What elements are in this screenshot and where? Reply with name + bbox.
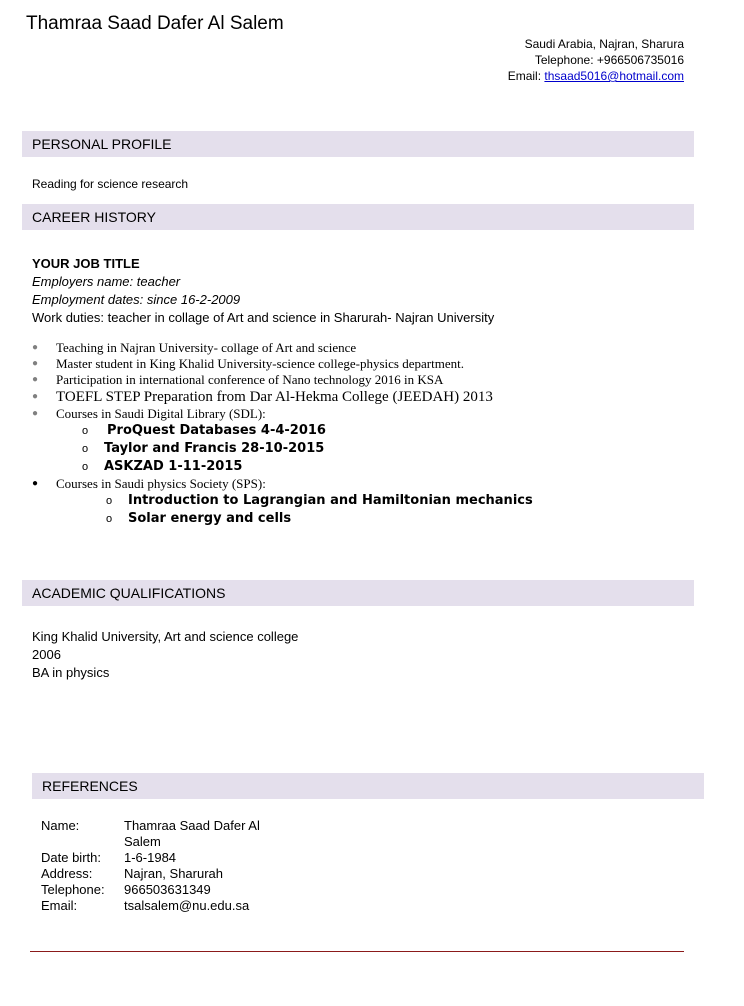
sub-list-item: o Taylor and Francis 28-10-2015 [82,441,325,456]
contact-telephone: Telephone: +966506735016 [534,53,684,67]
reference-label: Date birth: [41,850,101,865]
academic-year: 2006 [32,647,61,662]
bullet-icon: ● [31,358,39,369]
personal-profile-text: Reading for science research [32,177,189,191]
employer-name: Employers name: teacher [32,274,181,289]
list-item: ● Teaching in Najran University- collage of Art and science [31,340,357,355]
section-heading-personal-profile: PERSONAL PROFILE [22,131,694,157]
hollow-bullet-icon: o [82,461,89,473]
candidate-name: Thamraa Saad Dafer Al Salem [26,13,284,34]
reference-value: Najran, Sharurah [124,866,223,881]
reference-row [41,818,274,850]
academic-degree: BA in physics [32,665,110,680]
hollow-bullet-icon: o [106,513,113,525]
list-item: ● Courses in Saudi Digital Library (SDL): [31,406,266,421]
contact-email-link[interactable]: thsaad5016@hotmail.com [544,69,684,83]
academic-entry [32,628,298,682]
reference-label: Address: [41,866,93,881]
reference-label: Telephone: [41,882,105,897]
bullet-icon: ● [31,391,39,402]
reference-value: tsalsalem@nu.edu.sa [124,898,250,913]
sub-list-item: o ProQuest Databases 4-4-2016 [82,423,326,438]
list-item: ● TOEFL STEP Preparation from Dar Al-Hekma College (JEEDAH) 2013 [31,389,493,405]
reference-row [41,866,274,882]
employment-dates: Employment dates: since 16-2-2009 [32,292,241,307]
reference-value: 966503631349 [124,882,211,897]
section-heading-career-history: CAREER HISTORY [22,204,694,230]
contact-address: Saudi Arabia, Najran, Sharura [524,37,684,51]
reference-label: Email: [41,898,78,913]
bullet-icon: ● [31,374,39,385]
bullet-icon: ● [31,342,39,353]
footer-divider [30,951,684,952]
contact-email-line [508,68,684,84]
list-item: ● Participation in international conference of Nano technology 2016 in KSA [31,372,444,387]
sub-list-item: o ASKZAD 1-11-2015 [82,459,243,474]
hollow-bullet-icon: o [82,425,89,437]
reference-row [41,850,274,866]
reference-row [41,882,274,898]
reference-row [41,898,274,914]
section-heading-academic-qualifications: ACADEMIC QUALIFICATIONS [22,580,694,606]
career-bullet-list [30,340,630,528]
reference-value: 1-6-1984 [124,850,177,865]
bullet-icon: ● [31,408,39,419]
hollow-bullet-icon: o [82,443,89,455]
job-entry [32,255,494,327]
contact-email-label: Email: [507,69,545,83]
contact-block [508,36,684,84]
reference-label: Name: [41,818,80,833]
references-table [41,818,274,914]
section-heading-references: REFERENCES [32,773,704,799]
work-duties: Work duties: teacher in collage of Art and science in Sharurah- Najran University [32,310,495,325]
sub-list-item: o Introduction to Lagrangian and Hamiltonian mechanics [106,493,533,508]
academic-institution: King Khalid University, Art and science college [32,629,299,644]
sub-list-item: o Solar energy and cells [106,511,292,526]
bullet-icon: ● [31,478,39,489]
list-item: ● Courses in Saudi physics Society (SPS): [31,476,266,491]
hollow-bullet-icon: o [106,495,113,507]
list-item: ● Master student in King Khalid University-science college-physics department. [31,356,464,371]
job-title: YOUR JOB TITLE [32,256,140,271]
reference-value: Thamraa Saad Dafer Al Salem [124,818,260,849]
